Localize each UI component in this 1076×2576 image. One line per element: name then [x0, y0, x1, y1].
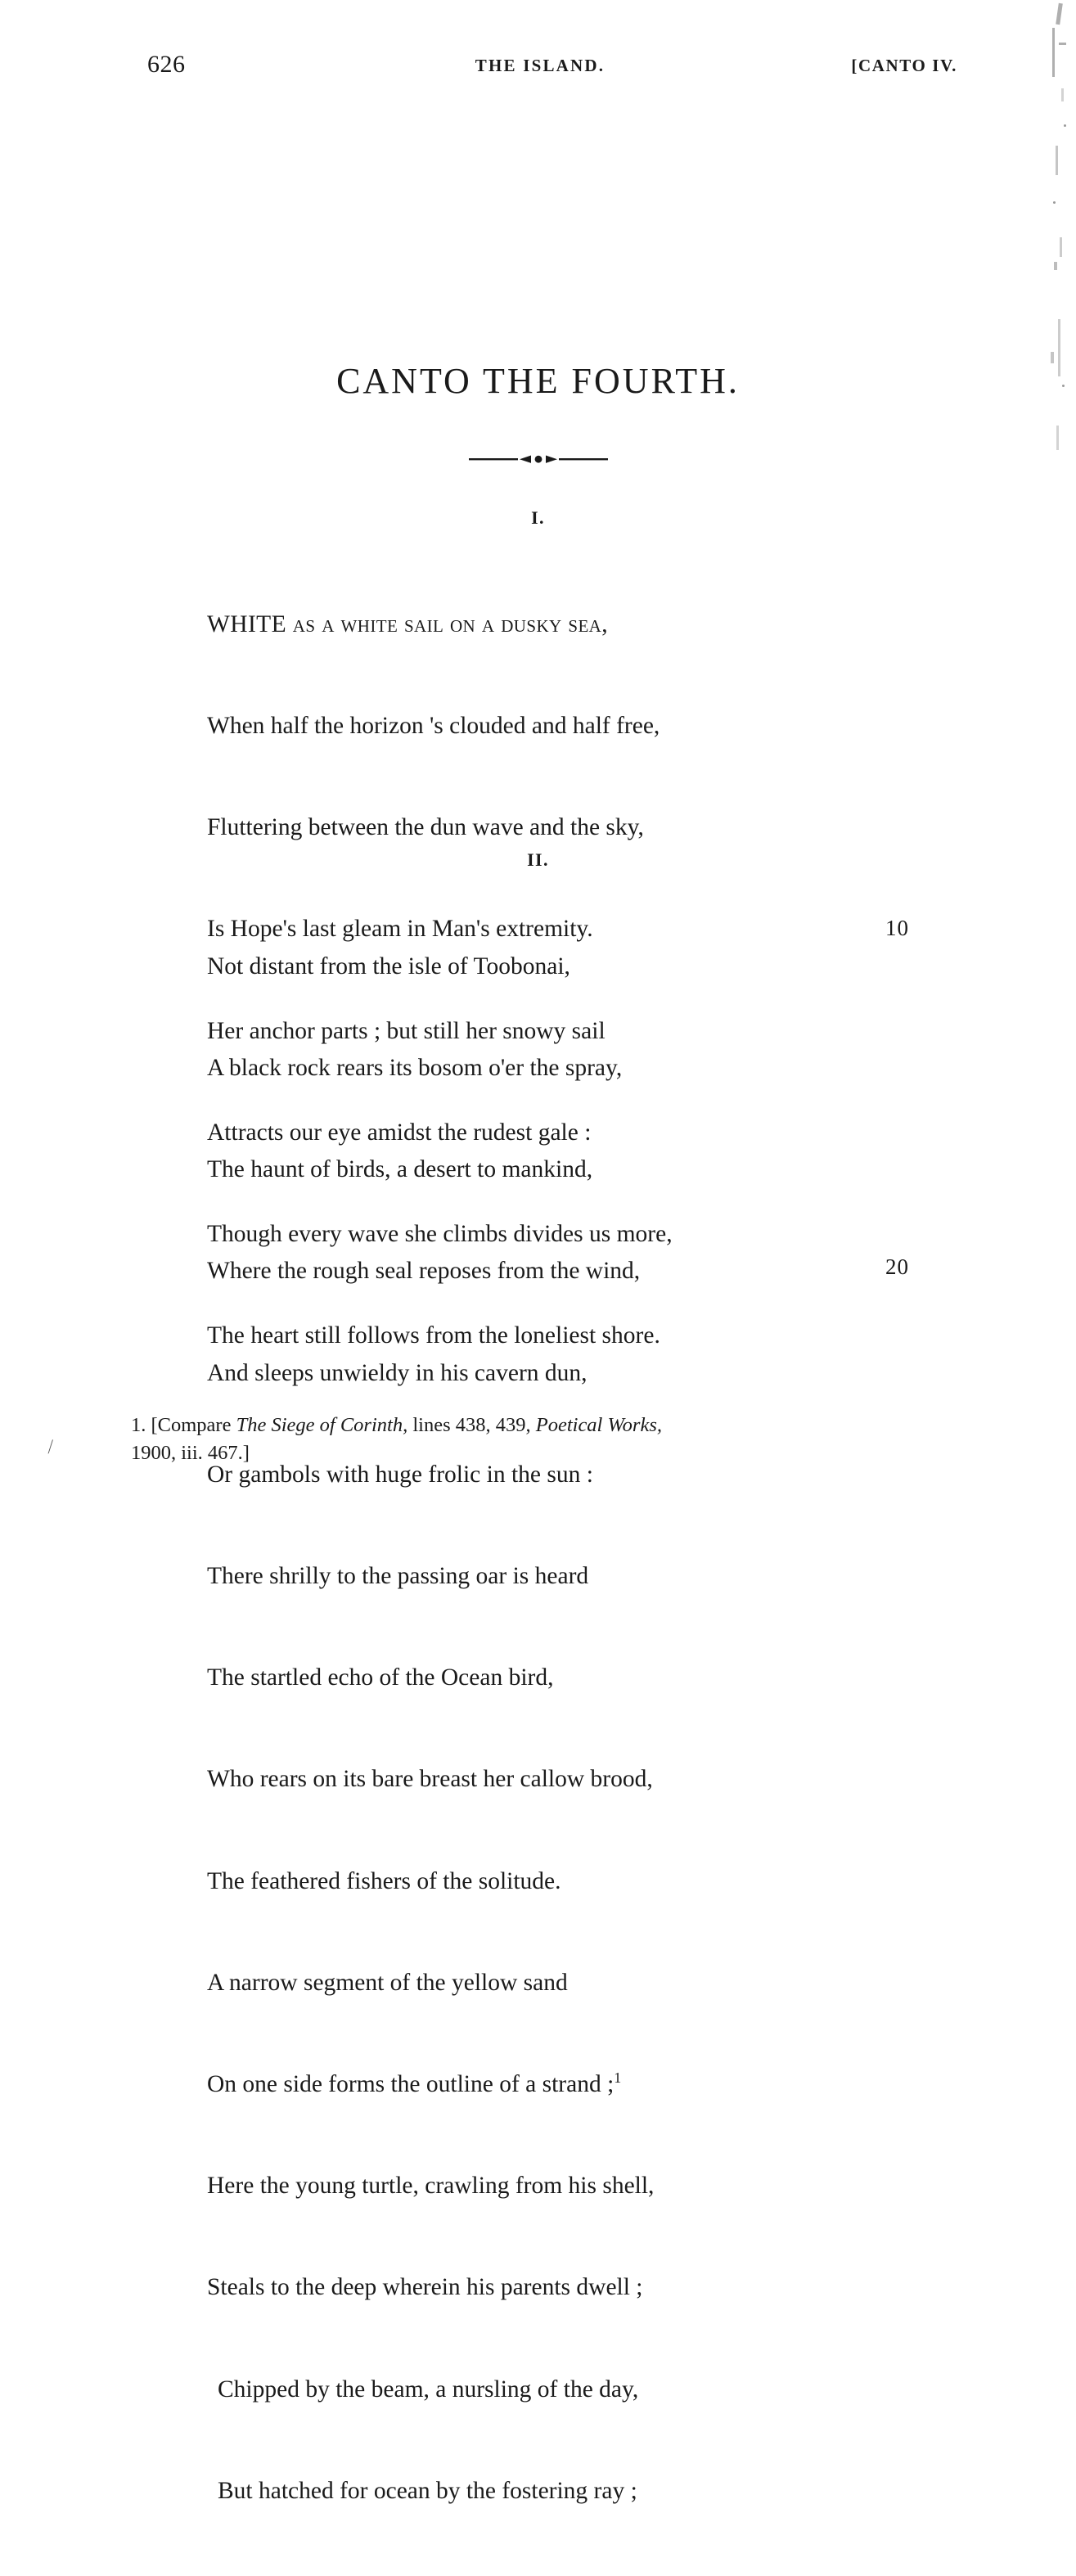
verse-line: Or gambols with huge frolic in the sun : — [207, 1461, 593, 1488]
verse-line: But hatched for ocean by the fostering ray ; — [218, 2477, 637, 2504]
verse-line: Fluttering between the dun wave and the sky, — [207, 814, 644, 841]
verse-line: Who rears on its bare breast her callow brood, — [207, 1766, 653, 1793]
ornamental-divider — [0, 452, 1076, 471]
footnote-block — [131, 1412, 933, 1467]
verse-line: Here the young turtle, crawling from his shell, — [207, 2173, 655, 2200]
verse-line: Her anchor parts ; but still her snowy sail — [207, 1017, 606, 1044]
running-title-text: THE ISLAND. — [475, 56, 606, 75]
verse-line: A narrow segment of the yellow sand — [207, 1969, 568, 1996]
verse-line: The haunt of birds, a desert to mankind, — [207, 1156, 593, 1183]
verse-line-text: On one side forms the outline of a strand ; — [207, 2071, 615, 2098]
verse-line: And sleeps unwieldy in his cavern dun, — [207, 1359, 588, 1386]
running-head — [115, 51, 966, 83]
verse-line — [207, 608, 673, 642]
verse-line: The startled echo of the Ocean bird, — [207, 1664, 554, 1691]
verse-line: The feathered fishers of the solitude. — [207, 1867, 561, 1894]
footnote-italic-title: The Siege of Corinth, — [236, 1414, 408, 1436]
margin-line-number-10: 10 — [885, 916, 909, 940]
verse-line: The heart still follows from the loneliest shore. — [207, 1322, 660, 1349]
verse-line: Where the rough seal reposes from the wind, — [207, 1258, 641, 1285]
divider-ornament-icon — [469, 452, 608, 466]
footnote-tail-text: 1900, iii. 467.] — [131, 1442, 250, 1464]
verse-line: Though every wave she climbs divides us more, — [207, 1221, 673, 1248]
running-canto-label — [851, 54, 957, 77]
verse-line-smallcaps: WHITE as a white sail on a dusky sea, — [207, 610, 609, 637]
footnote-middle-text: lines 438, 439, — [407, 1414, 536, 1436]
margin-line-number-20: 20 — [885, 1254, 909, 1279]
running-canto-text: [CANTO IV. — [851, 56, 957, 75]
verse-line: Is Hope's last gleam in Man's extremity. — [207, 916, 593, 943]
verse-line: When half the horizon 's clouded and half free, — [207, 713, 660, 740]
stanza-number-1: I. — [531, 507, 545, 528]
verse-line: Not distant from the isle of Toobonai, — [207, 952, 570, 980]
footnote-lead-text: 1. [Compare — [131, 1414, 236, 1436]
footnote-reference-marker[interactable]: 1 — [614, 2069, 622, 2087]
verse-line-with-footnote-ref — [207, 2068, 654, 2101]
stanza-number-2: II. — [527, 849, 549, 870]
page-margin-smudge: ⁄ — [46, 1436, 56, 1457]
canto-title: CANTO THE FOURTH. — [336, 361, 740, 401]
verse-line: There shrilly to the passing oar is heard — [207, 1563, 589, 1590]
page-folio-number: 626 — [147, 51, 186, 78]
scan-edge-artifacts — [1039, 0, 1076, 1603]
stanza-2-verse — [207, 882, 654, 2576]
verse-line: Steals to the deep wherein his parents dwell ; — [207, 2274, 643, 2301]
running-title — [115, 54, 966, 77]
verse-line: Attracts our eye amidst the rudest gale : — [207, 1119, 592, 1146]
verse-line: Chipped by the beam, a nursling of the day, — [218, 2376, 639, 2403]
verse-line: A black rock rears its bosom o'er the spray, — [207, 1055, 623, 1082]
footnote-italic-works: Poetical Works, — [535, 1414, 662, 1436]
